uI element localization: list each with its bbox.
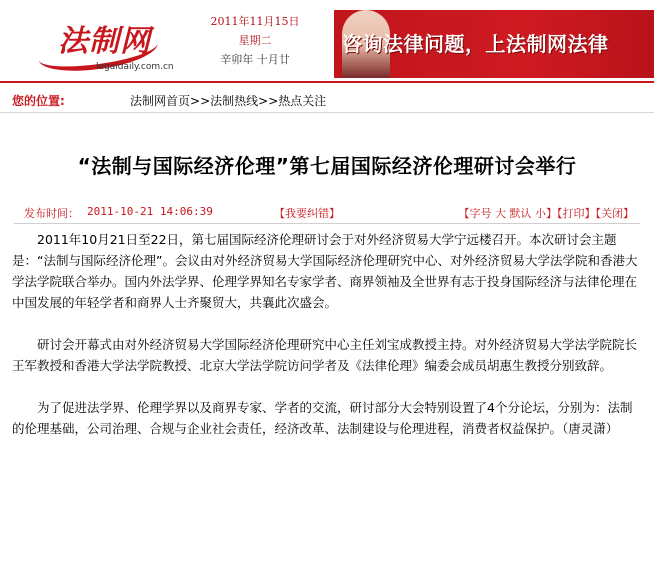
breadcrumb-hot-topics-link[interactable]: 热点关注	[278, 94, 327, 108]
breadcrumb-separator: >>	[258, 94, 279, 108]
article-tools	[459, 205, 635, 221]
font-small-button[interactable]: 小】	[535, 207, 557, 220]
font-large-button[interactable]: 大	[495, 207, 506, 220]
breadcrumb-links	[130, 92, 326, 109]
article-body	[12, 229, 644, 460]
ad-banner[interactable]	[334, 10, 654, 78]
font-default-button[interactable]: 默认	[509, 207, 532, 220]
article-paragraph: 为了促进法学界、伦理学界以及商界专家、学者的交流，研讨部分大会特别设置了4个分论坛，分别为：法制的伦理基础，公司治理、合规与企业社会责任，经济改革、法制建设与伦理进程，消费者权益保护。（唐灵潇）	[12, 400, 633, 436]
banner-text: 咨询法律问题，上法制网法律	[342, 32, 609, 56]
article-paragraph: 研讨会开幕式由对外经济贸易大学国际经济伦理研究中心主任刘宝成教授主持。对外经济贸易大学法学院院长王军教授和香港大学法学院教授、北京大学法学院访问学者及《法律伦理》编委会成员胡惠生教授分别致辞。	[12, 337, 638, 373]
site-header	[0, 0, 654, 82]
current-date: 2011年11月15日	[210, 15, 300, 28]
font-size-label: 【字号	[458, 207, 492, 220]
meta-divider	[14, 223, 640, 224]
article-paragraph: 2011年10月21日至22日，第七届国际经济伦理研讨会于对外经济贸易大学宁远楼召开。本次研讨会主题是：“法制与国际经济伦理”。会议由对外经济贸易大学国际经济伦理研究中心、对外经济贸易大学法学院和香港大学法学院联合举办。国内外法学界、伦理学界知名专家学者、商界领袖及全世界有志于投身国际经济与法律伦理在中国发展的年轻学者和商界人士齐聚贸大，共襄此次盛会。	[12, 232, 638, 310]
breadcrumb-hotline-link[interactable]: 法制热线	[210, 94, 259, 108]
logo-text: 法制网	[58, 24, 151, 59]
header-divider	[0, 81, 654, 83]
logo-url: legaldaily.com.cn	[96, 62, 174, 72]
publish-time-label: 发布时间：	[24, 207, 79, 220]
breadcrumb-separator: >>	[190, 94, 211, 108]
site-logo[interactable]	[38, 14, 188, 76]
current-weekday: 星期二	[238, 34, 272, 47]
date-box	[205, 12, 305, 69]
breadcrumb-home-link[interactable]: 法制网首页	[130, 94, 191, 108]
close-button[interactable]: 【关闭】	[595, 207, 634, 220]
article-meta-bar	[14, 202, 640, 222]
location-label: 您的位置:	[12, 94, 65, 108]
print-button[interactable]: 【打印】	[557, 207, 596, 220]
breadcrumb	[0, 88, 654, 113]
publish-time: 2011-10-21 14:06:39	[87, 205, 213, 218]
lunar-date: 辛卯年 十月廿	[220, 53, 290, 66]
article-title: “法制与国际经济伦理”第七届国际经济伦理研讨会举行	[77, 154, 577, 178]
report-error-link[interactable]: 【我要纠错】	[274, 207, 340, 220]
